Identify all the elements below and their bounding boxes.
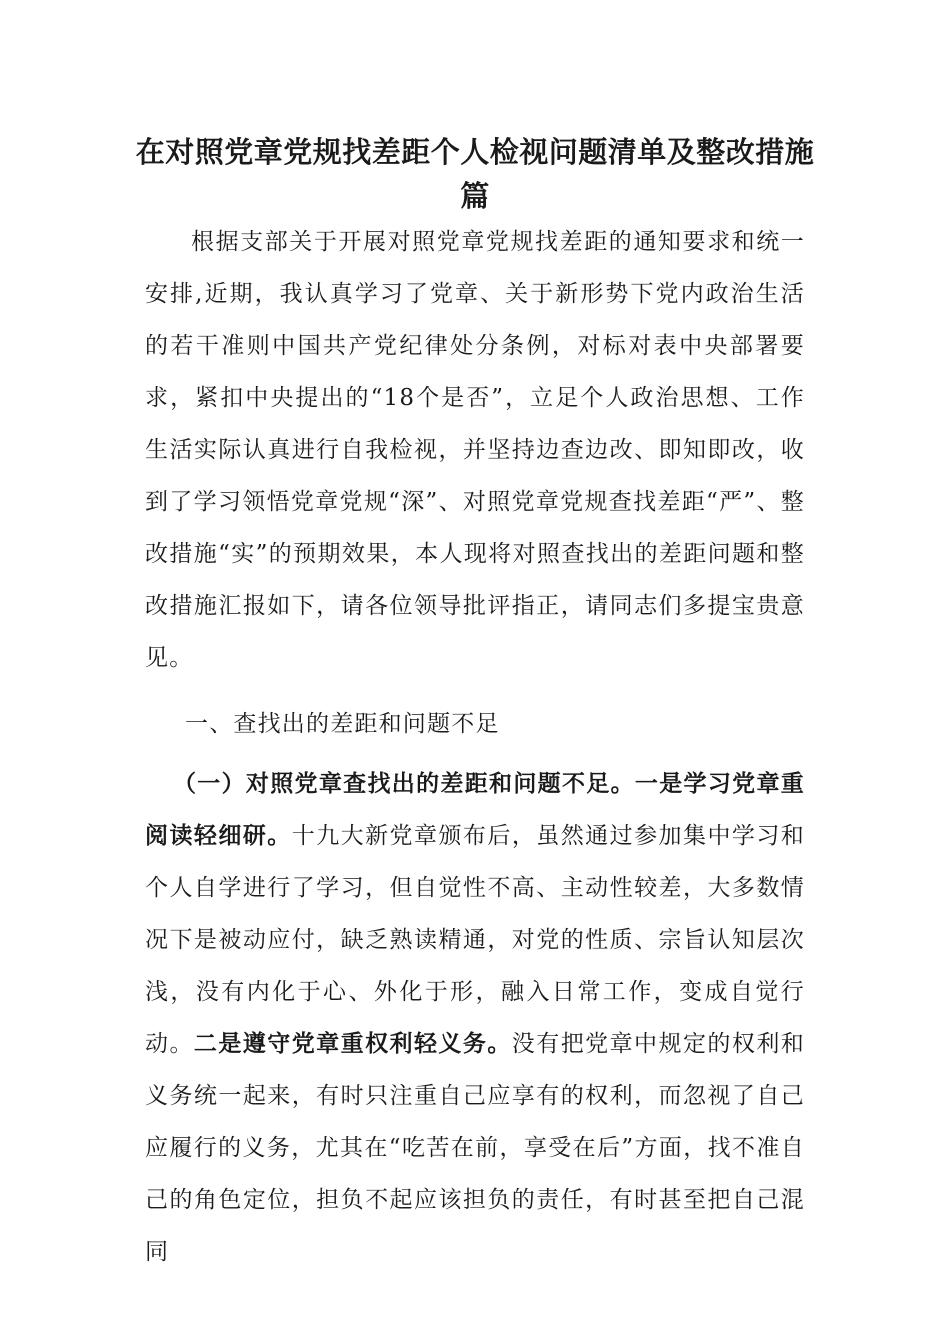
- section-paragraph: [145, 758, 805, 1278]
- paragraph-text-2: 没有把党章中规定的权利和义务统一起来，有时只注重自己应享有的权利，而忽视了自己应履行的义务，尤其在“吃苦在前，享受在后”方面，找不准自己的角色定位，担负不起应该担负的责任，有时甚至把自己混同: [145, 1031, 805, 1265]
- section-heading: 一、查找出的差距和问题不足: [185, 711, 500, 737]
- document-title: 在对照党章党规找差距个人检视问题清单及整改措施篇: [135, 135, 815, 213]
- bold-point-2: 二是遵守党章重权利轻义务。: [193, 1031, 512, 1057]
- paragraph-text-1: 十九大新党章颁布后，虽然通过参加集中学习和个人自学进行了学习，但自觉性不高、主动性较差，大多数情况下是被动应付，缺乏熟读精通，对党的性质、宗旨认知层次浅，没有内化于心、外化于形，融入日常工作，变成自觉行动。: [145, 823, 806, 1057]
- intro-paragraph: 根据支部关于开展对照党章党规找差距的通知要求和统一安排,近期，我认真学习了党章、关于新形势下党内政治生活的若干准则中国共产党纪律处分条例，对标对表中央部署要求，紧扣中央提出的“18个是否”，立足个人政治思想、工作生活实际认真进行自我检视，并坚持边查边改、即知即改，收到了学习领悟党章党规“深”、对照党章党规查找差距“严”、整改措施“实”的预期效果，本人现将对照查找出的差距问题和整改措施汇报如下，请各位领导批评指正，请同志们多提宝贵意见。: [145, 229, 805, 671]
- bold-lead-text: （一）对照党章查找出的差距和问题不足。一是学习党章重阅读轻细研。: [145, 771, 805, 849]
